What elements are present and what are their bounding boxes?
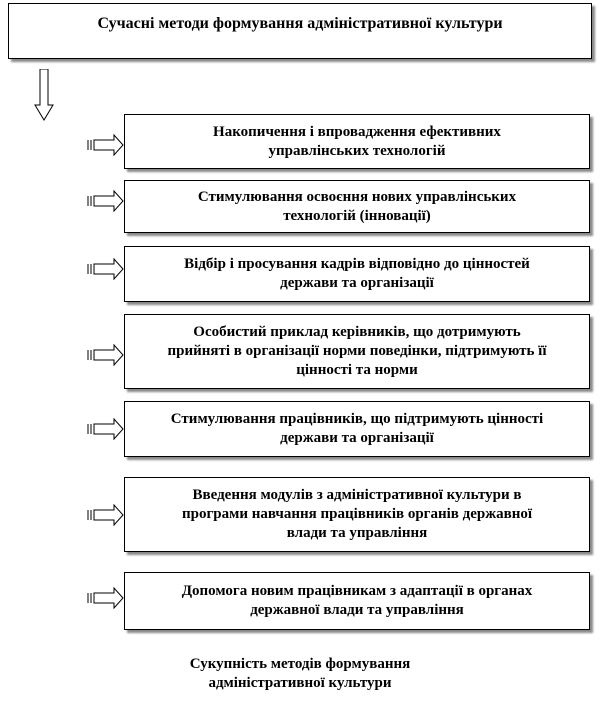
method-text: Стимулювання працівників, що підтримують цінності <box>170 411 544 427</box>
method-text: Відбір і просування кадрів відповідно до цінностей <box>184 256 530 272</box>
method-text: управлінських технологій <box>268 142 446 159</box>
method-box-4 <box>124 314 590 389</box>
method-text: Допомога новим працівникам з адаптації в органах <box>181 583 533 599</box>
method-box-3 <box>124 246 590 302</box>
right-arrow-icon <box>84 190 124 212</box>
diagram-caption <box>140 655 460 693</box>
right-arrow-icon <box>84 258 124 280</box>
caption-line: адміністративної культури <box>208 675 392 691</box>
right-arrow-icon <box>84 344 124 366</box>
diagram-title: Сучасні методи формування адміністративної культури <box>97 15 503 32</box>
caption-line: Сукупність методів формування <box>189 656 411 672</box>
right-arrow-icon <box>84 587 124 609</box>
method-text: влади та управління <box>286 525 428 541</box>
method-text: прийняті в організації норми поведінки, підтримують її <box>167 343 547 359</box>
method-text: програми навчання працівників органів державної <box>181 506 533 522</box>
method-box-2 <box>124 180 590 233</box>
method-text: Введення модулів з адміністративної культури в <box>192 487 522 503</box>
method-text: технологій (інновації) <box>283 207 431 224</box>
right-arrow-icon <box>84 134 124 156</box>
right-arrow-icon <box>84 504 124 526</box>
method-text: Накопичення і впровадження ефективних <box>213 123 501 140</box>
diagram-title-box <box>8 3 592 59</box>
method-text: цінності та норми <box>296 362 418 378</box>
method-box-1 <box>124 114 590 169</box>
method-text: Особистий приклад керівників, що дотримують <box>193 324 521 340</box>
method-box-7 <box>124 572 590 630</box>
method-text: державної влади та управління <box>250 602 464 618</box>
right-arrow-icon <box>84 418 124 440</box>
method-box-6 <box>124 477 590 552</box>
method-text: Стимулювання освоєння нових управлінських <box>197 188 517 205</box>
method-box-5 <box>124 401 590 457</box>
down-arrow-icon <box>34 69 54 121</box>
method-text: держави та організації <box>280 430 434 446</box>
method-text: держави та організації <box>280 275 434 291</box>
